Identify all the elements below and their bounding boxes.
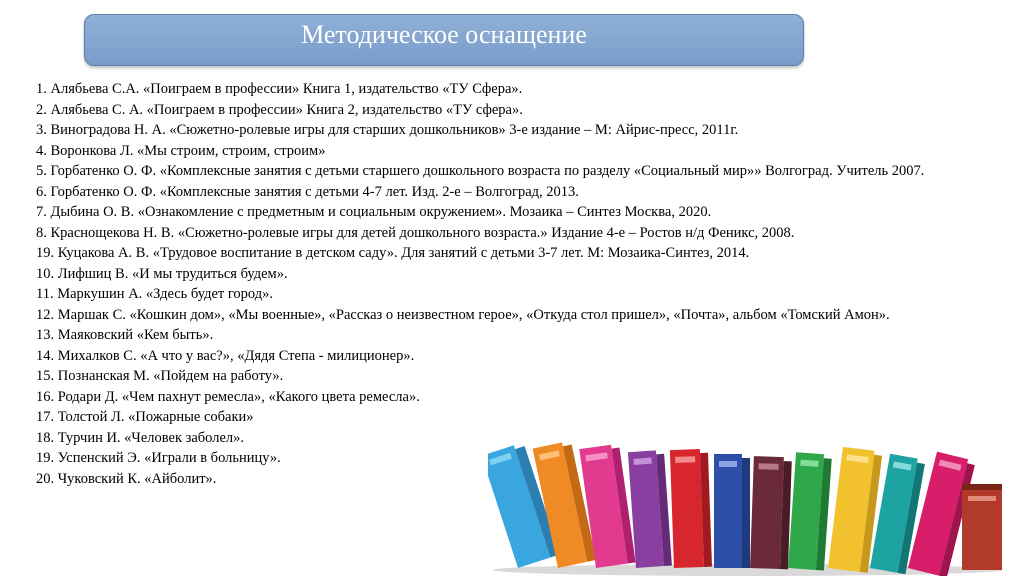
list-item: 5. Горбатенко О. Ф. «Комплексные занятия с детьми старшего дошкольного возраста по разделу «Социальный мир»» Волгоград. Учитель 2007. bbox=[36, 163, 925, 179]
list-item: 18. Турчин И. «Человек заболел». bbox=[36, 429, 245, 446]
title-banner bbox=[84, 14, 804, 66]
list-item: 1. Алябьева С.А. «Поиграем в профессии» Книга 1, издательство «ТУ Сфера». bbox=[36, 81, 523, 97]
list-item: 16. Родари Д. «Чем пахнут ремесла», «Какого цвета ремесла». bbox=[36, 388, 420, 405]
list-item: 3. Виноградова Н. А. «Сюжетно-ролевые игры для старших дошкольников» 3-е издание – М: Айрис-пресс, 2011г. bbox=[36, 122, 739, 138]
list-item: 20. Чуковский К. «Айболит». bbox=[36, 470, 217, 487]
page-title: Методическое оснащение bbox=[301, 20, 587, 49]
list-item: 2. Алябьева С. А. «Поиграем в профессии» Книга 2, издательство «ТУ сфера». bbox=[36, 101, 523, 118]
list-item: 19. Успенский Э. «Играли в больницу». bbox=[36, 450, 281, 466]
list-item: 4. Воронкова Л. «Мы строим, строим, строим» bbox=[36, 142, 326, 159]
list-item: 10. Лифшиц В. «И мы трудиться будем». bbox=[36, 265, 288, 282]
list-item: 7. Дыбина О. В. «Ознакомление с предметным и социальным окружением». Мозаика – Синтез Москва, 2020. bbox=[36, 204, 712, 220]
list-item: 13. Маяковский «Кем быть». bbox=[36, 327, 214, 343]
list-item: 6. Горбатенко О. Ф. «Комплексные занятия с детьми 4-7 лет. Изд. 2-е – Волгоград, 2013. bbox=[36, 183, 579, 200]
list-item: 11. Маркушин А. «Здесь будет город». bbox=[36, 286, 274, 302]
books-icon bbox=[488, 418, 1018, 576]
list-item: 17. Толстой Л. «Пожарные собаки» bbox=[36, 409, 254, 425]
list-item: 19. Куцакова А. В. «Трудовое воспитание в детском саду». Для занятий с детьми 3-7 лет. М: Мозаика-Синтез, 2014. bbox=[36, 245, 750, 261]
list-item: 8. Краснощекова Н. В. «Сюжетно-ролевые игры для детей дошкольного возраста.» Издание 4-е – Ростов н/д Феникс, 2008. bbox=[36, 224, 795, 241]
list-item: 12. Маршак С. «Кошкин дом», «Мы военные», «Рассказ о неизвестном герое», «Откуда стол пришел», «Почта», альбом «Томский Амон». bbox=[36, 306, 890, 323]
list-item: 15. Познанская М. «Пойдем на работу». bbox=[36, 368, 284, 384]
list-item: 14. Михалков С. «А что у вас?», «Дядя Степа - милиционер». bbox=[36, 347, 415, 364]
